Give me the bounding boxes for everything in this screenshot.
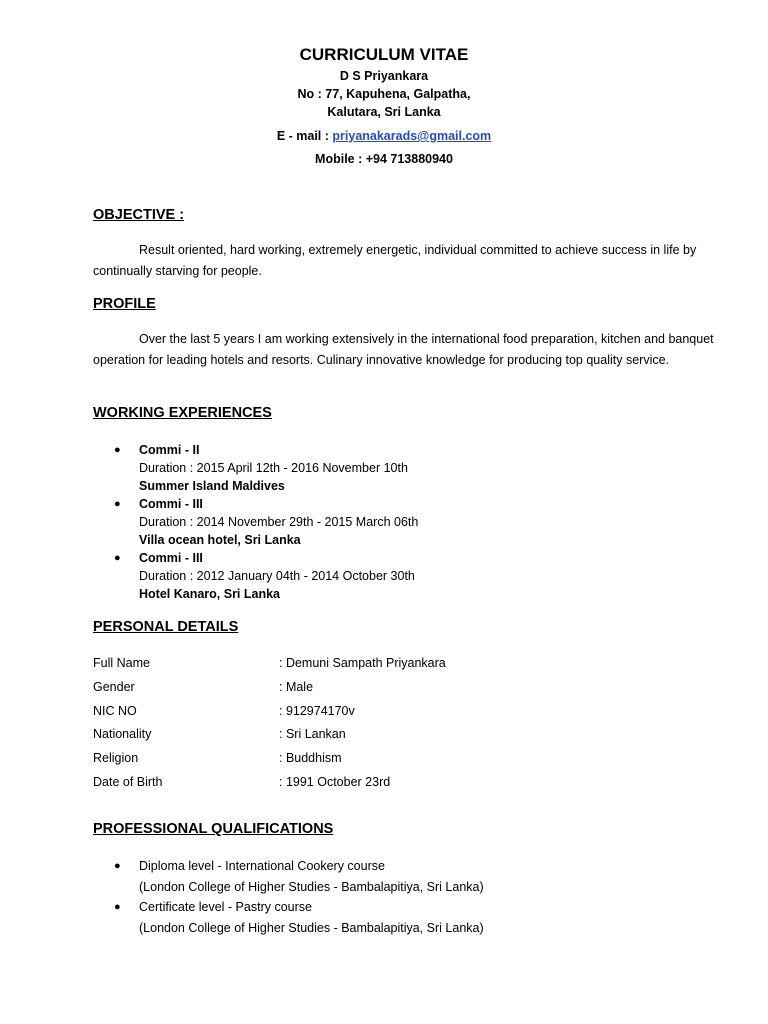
experience-place: Hotel Kanaro, Sri Lanka — [139, 587, 281, 601]
detail-row — [93, 749, 693, 773]
detail-row — [93, 702, 693, 726]
applicant-name: D S Priyankara — [339, 69, 429, 83]
profile-text — [93, 329, 723, 371]
email-label: E - mail : — [276, 129, 329, 143]
detail-label: NIC NO — [93, 703, 137, 718]
detail-value: : Demuni Sampath Priyankara — [279, 656, 446, 670]
experience-duration: Duration : 2015 April 12th - 2016 November 10th — [139, 461, 408, 475]
experience-duration: Duration : 2012 January 04th - 2014 October 30th — [139, 569, 415, 583]
bullet-icon: ● — [114, 860, 121, 872]
cv-header — [0, 44, 768, 168]
objective-body: Result oriented, hard working, extremely energetic, individual committed to achieve success in life by continually starving for people. — [93, 243, 697, 278]
experience-place: Villa ocean hotel, Sri Lanka — [139, 533, 301, 547]
experience-position: Commi - III — [139, 497, 203, 511]
mobile-line: Mobile : +94 713880940 — [315, 152, 453, 166]
objective-heading: OBJECTIVE : — [93, 207, 185, 223]
detail-value: : Male — [279, 679, 314, 694]
email-line — [0, 127, 768, 145]
experience-heading: WORKING EXPERIENCES — [93, 405, 272, 421]
bullet-icon: ● — [114, 901, 121, 913]
address-line-1: No : 77, Kapuhena, Galpatha, — [297, 87, 471, 101]
address-line-2: Kalutara, Sri Lanka — [327, 105, 441, 119]
qualification-item — [93, 856, 713, 897]
profile-body: Over the last 5 years I am working extensively in the international food preparation, kitchen and banquet operation for leading hotels and resorts. Culinary innovative knowledge for producing top quality service. — [93, 332, 714, 367]
detail-label: Date of Birth — [93, 774, 163, 789]
detail-row — [93, 773, 693, 797]
experience-position: Commi - II — [139, 443, 200, 457]
detail-value: : 1991 October 23rd — [279, 774, 391, 789]
qualification-institute: (London College of Higher Studies - Bambalapitiya, Sri Lanka) — [139, 879, 484, 894]
detail-label: Religion — [93, 751, 139, 766]
experience-item — [93, 549, 693, 603]
detail-value: : Buddhism — [279, 751, 342, 766]
personal-details-table — [93, 654, 693, 797]
bullet-icon: ● — [114, 444, 121, 456]
detail-value: : Sri Lankan — [279, 727, 346, 742]
detail-row — [93, 678, 693, 702]
qualification-title: Diploma level - International Cookery course — [139, 859, 385, 873]
experience-duration: Duration : 2014 November 29th - 2015 March 06th — [139, 515, 419, 529]
experience-place: Summer Island Maldives — [139, 479, 285, 493]
experience-item — [93, 441, 693, 495]
detail-label: Nationality — [93, 727, 152, 742]
email-link[interactable]: priyanakarads@gmail.com — [332, 129, 492, 143]
detail-label: Full Name — [93, 656, 150, 670]
bullet-icon: ● — [114, 498, 121, 510]
personal-heading: PERSONAL DETAILS — [93, 619, 239, 635]
experience-list — [93, 441, 693, 603]
experience-position: Commi - III — [139, 551, 203, 565]
detail-value: : 912974170v — [279, 703, 355, 718]
qualifications-list — [93, 856, 713, 938]
detail-row — [93, 654, 693, 678]
experience-item — [93, 495, 693, 549]
bullet-icon: ● — [114, 552, 121, 564]
qualifications-heading: PROFESSIONAL QUALIFICATIONS — [93, 821, 334, 837]
document-title: CURRICULUM VITAE — [299, 45, 469, 64]
profile-heading: PROFILE — [93, 296, 156, 312]
objective-text — [93, 240, 723, 282]
qualification-title: Certificate level - Pastry course — [139, 900, 312, 914]
qualification-institute: (London College of Higher Studies - Bambalapitiya, Sri Lanka) — [139, 920, 484, 935]
detail-label: Gender — [93, 679, 135, 694]
detail-row — [93, 725, 693, 749]
qualification-item — [93, 897, 713, 938]
